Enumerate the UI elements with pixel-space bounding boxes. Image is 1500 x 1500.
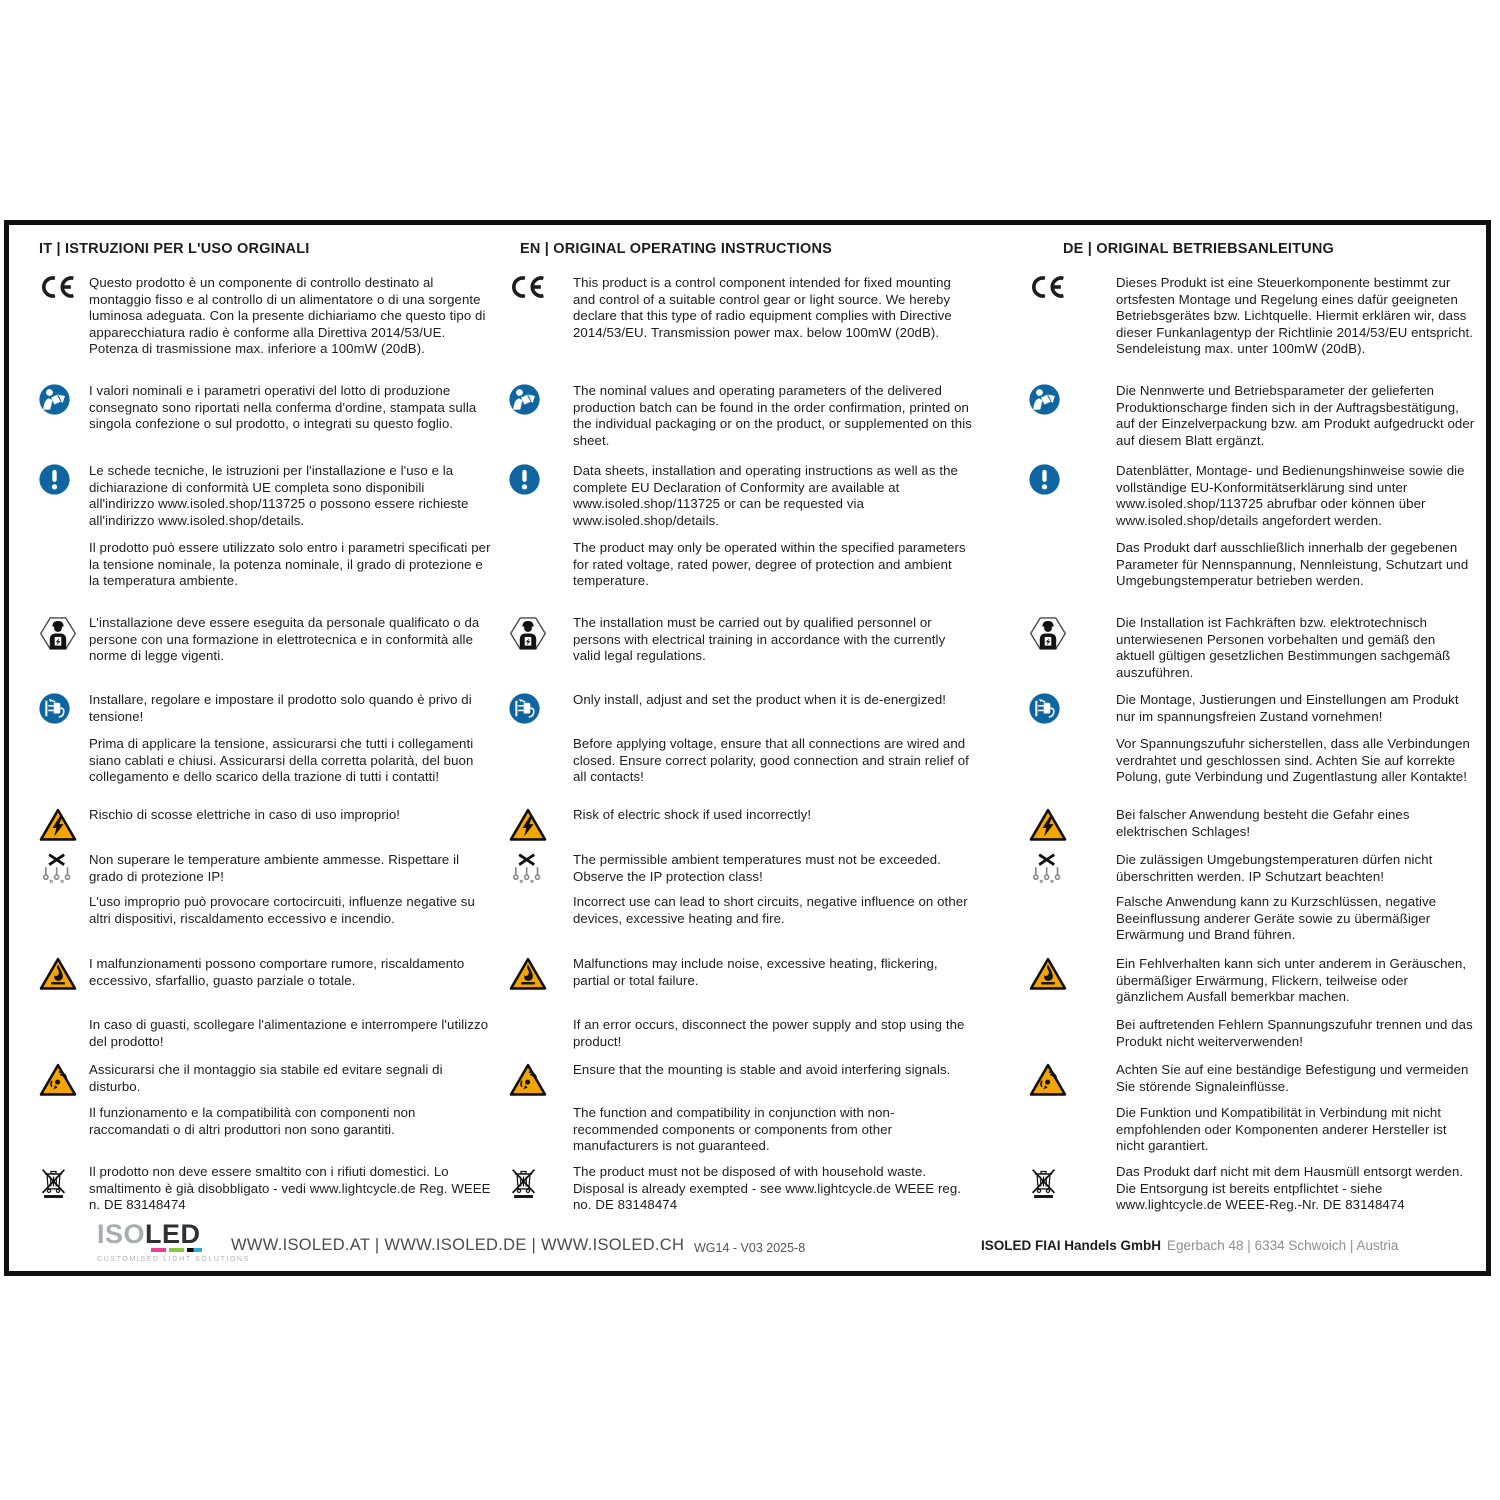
fire-hazard-warning-icon bbox=[509, 956, 551, 991]
instruction-row bbox=[1029, 956, 1477, 1006]
instruction-sheet bbox=[4, 220, 1491, 1276]
electric-shock-warning-icon bbox=[39, 807, 81, 842]
paragraph: Falsche Anwendung kann zu Kurzschlüssen, negative Beeinflussung anderer Geräte sowie zu übermäßiger Erwärmung und Brand führen. bbox=[1116, 894, 1437, 942]
read-manual-icon bbox=[1029, 383, 1071, 415]
icon-spacer bbox=[509, 736, 551, 737]
instruction-row bbox=[1029, 1164, 1477, 1214]
company-name: ISOLED FIAI Handels GmbH bbox=[981, 1238, 1162, 1253]
column-german bbox=[1029, 225, 1477, 1271]
instruction-row bbox=[1029, 807, 1477, 842]
electric-shock-warning-icon bbox=[509, 807, 551, 842]
icon-spacer bbox=[509, 540, 551, 541]
instruction-row bbox=[509, 275, 975, 341]
paragraph: The permissible ambient temperatures must not be exceeded. Observe the IP protection class! bbox=[573, 852, 941, 884]
paragraph: Data sheets, installation and operating instructions as well as the complete EU Declaration of Conformity are available at www.isoled.shop/113725 or can be requested via www.isoled.shop/details. bbox=[573, 463, 958, 528]
icon-spacer bbox=[1029, 1017, 1071, 1018]
icon-spacer bbox=[509, 1017, 551, 1018]
instruction-row bbox=[509, 852, 975, 885]
signal-interference-warning-icon bbox=[39, 1062, 81, 1097]
paragraph: L'installazione deve essere eseguita da personale qualificato o da persone con una formazione in elettrotecnica e in conformità alle norme di legge vigenti. bbox=[89, 615, 480, 663]
paragraph: Il prodotto può essere utilizzato solo entro i parametri specificati per la tensione nominale, la potenza nominale, il grado di protezione e la temperatura ambiente. bbox=[89, 540, 491, 588]
instruction-row bbox=[1029, 894, 1477, 944]
instruction-row bbox=[39, 1105, 491, 1138]
paragraph: Die Montage, Justierungen und Einstellungen am Produkt nur im spannungsfreien Zustand vornehmen! bbox=[1116, 692, 1459, 724]
instruction-row bbox=[509, 463, 975, 529]
mandatory-info-icon bbox=[1029, 463, 1071, 495]
paragraph: Bei auftretenden Fehlern Spannungszufuhr trennen und das Produkt nicht weiterverwenden! bbox=[1116, 1017, 1473, 1049]
ce-mark-icon bbox=[39, 275, 81, 298]
paragraph: Assicurarsi che il montaggio sia stabile ed evitare segnali di disturbo. bbox=[89, 1062, 443, 1094]
qualified-electrician-icon bbox=[1029, 615, 1071, 651]
instruction-row bbox=[39, 383, 491, 433]
instruction-row bbox=[39, 615, 491, 665]
disconnect-mains-icon bbox=[509, 692, 551, 724]
paragraph: The installation must be carried out by qualified personnel or persons with electrical training in accordance with the currently valid legal regulations. bbox=[573, 615, 946, 663]
ce-mark-icon bbox=[509, 275, 551, 298]
weee-disposal-icon bbox=[39, 1164, 81, 1199]
instruction-row bbox=[39, 692, 491, 725]
instruction-row bbox=[1029, 1105, 1477, 1155]
instruction-row bbox=[39, 1164, 491, 1214]
paragraph: Incorrect use can lead to short circuits, negative influence on other devices, excessive heating and fire. bbox=[573, 894, 968, 926]
paragraph: Only install, adjust and set the product when it is de-energized! bbox=[573, 692, 947, 707]
electric-shock-warning-icon bbox=[1029, 807, 1071, 842]
instruction-row bbox=[509, 736, 975, 786]
instruction-row bbox=[39, 1062, 491, 1097]
paragraph: Rischio di scosse elettriche in caso di uso improprio! bbox=[89, 807, 401, 822]
paragraph: The product must not be disposed of with household waste. Disposal is already exempted - see www.lightcycle.de WEEE reg. no. DE 83148474 bbox=[573, 1164, 962, 1212]
paragraph: Le schede tecniche, le istruzioni per l'installazione e l'uso e la dichiarazione di conformità UE completa sono disponibili all'indirizzo www.isoled.shop/113725 o possono essere richieste all'indirizzo www.isoled.shop/details. bbox=[89, 463, 469, 528]
instruction-row bbox=[1029, 1017, 1477, 1050]
instruction-row bbox=[39, 736, 491, 786]
instruction-row bbox=[39, 275, 491, 358]
mandatory-info-icon bbox=[39, 463, 81, 495]
instruction-row bbox=[39, 463, 491, 529]
instruction-row bbox=[509, 692, 975, 724]
company-address: Egerbach 48 | 6334 Schwoich | Austria bbox=[1167, 1238, 1399, 1253]
instruction-row bbox=[1029, 463, 1477, 529]
brand-logo-word bbox=[97, 1221, 250, 1247]
paragraph: Il prodotto non deve essere smaltito con i rifiuti domestici. Lo smaltimento è già disobbligato - vedi www.lightcycle.de Reg. WEEE n. DE 83148474 bbox=[89, 1164, 491, 1212]
instruction-row bbox=[1029, 692, 1477, 725]
icon-spacer bbox=[39, 736, 81, 737]
paragraph: Datenblätter, Montage- und Bedienungshinweise sowie die vollständige EU-Konformitätserklärung sind unter www.isoled.shop/113725 abrufbar oder können über www.isoled.shop/details angefordert werden. bbox=[1116, 463, 1465, 528]
instruction-row bbox=[509, 956, 975, 991]
paragraph: Malfunctions may include noise, excessive heating, flickering, partial or total failure. bbox=[573, 956, 938, 988]
instruction-row bbox=[39, 894, 491, 927]
instruction-row bbox=[509, 540, 975, 590]
instruction-row bbox=[509, 1164, 975, 1214]
icon-spacer bbox=[509, 894, 551, 895]
qualified-electrician-icon bbox=[39, 615, 81, 651]
paragraph: The function and compatibility in conjunction with non-recommended components or components from other manufacturers is not guaranteed. bbox=[573, 1105, 895, 1153]
paragraph: If an error occurs, disconnect the power supply and stop using the product! bbox=[573, 1017, 965, 1049]
temperature-limit-icon bbox=[1029, 852, 1071, 883]
paragraph: I malfunzionamenti possono comportare rumore, riscaldamento eccessivo, sfarfallio, guasto parziale o totale. bbox=[89, 956, 465, 988]
instruction-row bbox=[509, 894, 975, 927]
instruction-row bbox=[39, 540, 491, 590]
paragraph: Dieses Produkt ist eine Steuerkomponente bestimmt zur ortsfesten Montage und Regelung eines dafür geeigneten Betriebsgerätes bzw. Lichtquelle. Hiermit erklären wir, dass dieser Funkanlagentyp der Richtlinie 2014/53/EU entspricht. Sendeleistung max. unter 100mW (20dB). bbox=[1116, 275, 1474, 356]
instruction-row bbox=[1029, 736, 1477, 786]
qualified-electrician-icon bbox=[509, 615, 551, 651]
icon-spacer bbox=[1029, 1105, 1071, 1106]
instruction-row bbox=[509, 383, 975, 449]
icon-spacer bbox=[39, 1105, 81, 1106]
website-list: WWW.ISOLED.AT | WWW.ISOLED.DE | WWW.ISOLED.CH bbox=[231, 1236, 685, 1254]
instruction-row bbox=[1029, 383, 1477, 449]
paragraph: Vor Spannungszufuhr sicherstellen, dass alle Verbindungen verdrahtet und geschlossen sind. Achten Sie auf korrekte Polung, gute Verbindung und Zugentlastung aller Kontakte! bbox=[1116, 736, 1470, 784]
paragraph: The nominal values and operating parameters of the delivered production batch can be found in the order confirmation, printed on the individual packaging or on the product, or supplemented on this sheet. bbox=[573, 383, 972, 448]
document-version: WG14 - V03 2025-8 bbox=[694, 1241, 806, 1255]
paragraph: Risk of electric shock if used incorrectly! bbox=[573, 807, 812, 822]
heading-english: EN | ORIGINAL OPERATING INSTRUCTIONS bbox=[520, 241, 833, 257]
icon-spacer bbox=[1029, 540, 1071, 541]
instruction-row bbox=[509, 615, 975, 665]
icon-spacer bbox=[509, 1105, 551, 1106]
disconnect-mains-icon bbox=[1029, 692, 1071, 724]
paragraph: Das Produkt darf nicht mit dem Hausmüll entsorgt werden. Die Entsorgung ist bereits entpflichtet - siehe www.lightcycle.de WEEE-Reg.-Nr. DE 83148474 bbox=[1116, 1164, 1464, 1212]
brand-logo bbox=[97, 1221, 250, 1263]
read-manual-icon bbox=[39, 383, 81, 415]
instruction-row bbox=[509, 807, 975, 842]
icon-spacer bbox=[39, 894, 81, 895]
instruction-row bbox=[509, 1105, 975, 1155]
paragraph: Das Produkt darf ausschließlich innerhalb der gegebenen Parameter für Nennspannung, Nennleistung, Schutzart und Umgebungstemperatur betrieben werden. bbox=[1116, 540, 1469, 588]
paragraph: Questo prodotto è un componente di controllo destinato al montaggio fisso e al controllo di un alimentatore o di una sorgente luminosa adeguata. Con la presente dichiariamo che questo tipo di apparecchiatura radio è conforme alla Direttiva 2014/53/UE. Potenza di trasmissione max. inferiore a 100mW (20dB). bbox=[89, 275, 486, 356]
logo-iso-text: ISO bbox=[97, 1219, 146, 1249]
fire-hazard-warning-icon bbox=[1029, 956, 1071, 991]
instruction-row bbox=[1029, 852, 1477, 885]
logo-tagline: CUSTOMISED LIGHT SOLUTIONS bbox=[97, 1256, 250, 1263]
column-italian bbox=[39, 225, 491, 1271]
paragraph: Ein Fehlverhalten kann sich unter anderem in Geräuschen, übermäßiger Erwärmung, Flickern, teilweise oder gänzlichem Ausfall bemerkbar machen. bbox=[1116, 956, 1467, 1004]
paragraph: Installare, regolare e impostare il prodotto solo quando è privo di tensione! bbox=[89, 692, 472, 724]
disconnect-mains-icon bbox=[39, 692, 81, 724]
instruction-row bbox=[1029, 275, 1477, 358]
instruction-row bbox=[1029, 540, 1477, 590]
instruction-row bbox=[39, 1017, 491, 1050]
icon-spacer bbox=[1029, 736, 1071, 737]
mandatory-info-icon bbox=[509, 463, 551, 495]
icon-spacer bbox=[39, 540, 81, 541]
paragraph: Die Installation ist Fachkräften bzw. elektrotechnisch unterwiesenen Personen vorbehalten und gemäß den aktuell gültigen gesetzlichen Bestimmungen sachgemäß auszuführen. bbox=[1116, 615, 1451, 680]
paragraph: Die Nennwerte und Betriebsparameter der gelieferten Produktionscharge finden sich in der Auftragsbestätigung, auf der Einzelverpackung bzw. am Produkt aufgedruckt oder auf diesem Blatt ergänzt. bbox=[1116, 383, 1475, 448]
signal-interference-warning-icon bbox=[509, 1062, 551, 1097]
paragraph: Non superare le temperature ambiente ammesse. Rispettare il grado di protezione IP! bbox=[89, 852, 460, 884]
paragraph: Ensure that the mounting is stable and avoid interfering signals. bbox=[573, 1062, 951, 1077]
paragraph: Prima di applicare la tensione, assicurarsi che tutti i collegamenti siano cablati e chiusi. Assicurarsi della corretta polarità, del buon collegamento e dello scarico della trazione di tutti i contatti! bbox=[89, 736, 474, 784]
icon-spacer bbox=[1029, 894, 1071, 895]
fire-hazard-warning-icon bbox=[39, 956, 81, 991]
paragraph: Die zulässigen Umgebungstemperaturen dürfen nicht überschritten werden. IP Schutzart beachten! bbox=[1116, 852, 1433, 884]
temperature-limit-icon bbox=[39, 852, 81, 883]
instruction-row bbox=[1029, 615, 1477, 681]
temperature-limit-icon bbox=[509, 852, 551, 883]
instruction-row bbox=[509, 1017, 975, 1050]
paragraph: Before applying voltage, ensure that all connections are wired and closed. Ensure correct polarity, good connection and strain relief of all contacts! bbox=[573, 736, 969, 784]
icon-spacer bbox=[39, 1017, 81, 1018]
paragraph: Bei falscher Anwendung besteht die Gefahr eines elektrischen Schlages! bbox=[1116, 807, 1410, 839]
column-english bbox=[509, 225, 975, 1271]
paragraph: In caso di guasti, scollegare l'alimentazione e interrompere l'utilizzo del prodotto! bbox=[89, 1017, 489, 1049]
paragraph: The product may only be operated within the specified parameters for rated voltage, rated power, degree of protection and ambient temperature. bbox=[573, 540, 966, 588]
read-manual-icon bbox=[509, 383, 551, 415]
instruction-row bbox=[1029, 1062, 1477, 1097]
paragraph: Die Funktion und Kompatibilität in Verbindung mit nicht empfohlenden oder Komponenten anderer Hersteller ist nicht garantiert. bbox=[1116, 1105, 1447, 1153]
logo-led-text: LED bbox=[145, 1219, 201, 1249]
instruction-row bbox=[39, 852, 491, 885]
paragraph: This product is a control component intended for fixed mounting and control of a suitable control gear or light source. We hereby declare that this type of radio equipment complies with Directive 2014/53/EU. Transmission power max. below 100mW (20dB). bbox=[573, 275, 952, 340]
ce-mark-icon bbox=[1029, 275, 1071, 298]
paragraph: L'uso improprio può provocare cortocircuiti, influenze negative su altri dispositivi, riscaldamento eccessivo e incendio. bbox=[89, 894, 475, 926]
instruction-row bbox=[39, 807, 491, 842]
heading-german: DE | ORIGINAL BETRIEBSANLEITUNG bbox=[1063, 241, 1335, 257]
paragraph: Il funzionamento e la compatibilità con componenti non raccomandati o di altri produttori non sono garantiti. bbox=[89, 1105, 416, 1137]
signal-interference-warning-icon bbox=[1029, 1062, 1071, 1097]
heading-italian: IT | ISTRUZIONI PER L'USO ORGINALI bbox=[39, 241, 310, 257]
instruction-row bbox=[39, 956, 491, 991]
instruction-row bbox=[509, 1062, 975, 1097]
paragraph: Achten Sie auf eine beständige Befestigung und vermeiden Sie störende Signaleinflüsse. bbox=[1116, 1062, 1469, 1094]
weee-disposal-icon bbox=[509, 1164, 551, 1199]
weee-disposal-icon bbox=[1029, 1164, 1071, 1199]
paragraph: I valori nominali e i parametri operativi del lotto di produzione consegnato sono riportati nella conferma d'ordine, stampata sulla singola confezione o sul prodotto, o integrati su questo foglio. bbox=[89, 383, 477, 431]
